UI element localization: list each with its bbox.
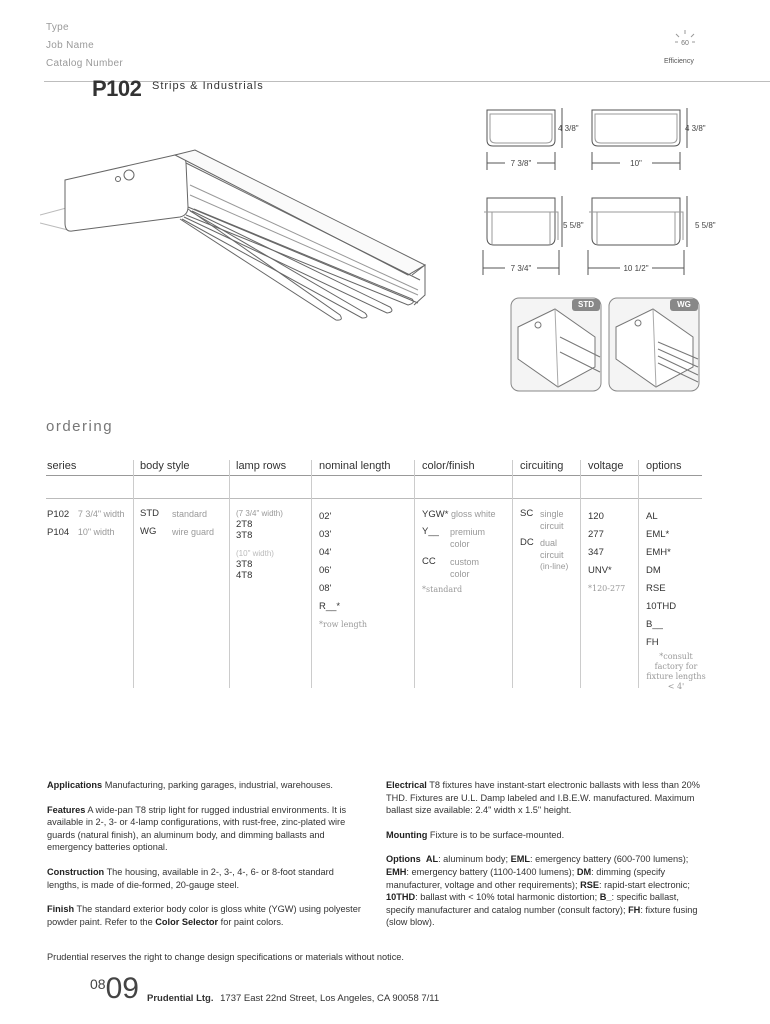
list-item [422,556,480,579]
dim-bottom-left-height: 5 5/8" [563,221,584,230]
dim-bottom-right-width: 10 1/2" [623,264,649,273]
col-options: options [646,460,682,472]
finish-label: Finish [47,904,75,915]
finish-desc: premium color [450,527,486,549]
product-code: P102 [92,76,142,101]
option-code: AL [425,854,439,865]
voltage-item: 277 [588,529,604,540]
col-circuiting: circuiting [520,460,564,472]
applications-text: Manufacturing, parking garages, industrial, warehouses. [104,780,333,790]
electrical-text: T8 fixtures have instant-start electronic ballasts with less than 20% THD. Fixtures are U.L. Damp labeled and I.B.E.W. manufactured. Maximum ballast size available: 2.4" width x 1.5" height. [386,780,700,816]
finish-desc: custom color [450,557,480,579]
company-address: 1737 East 22nd Street, Los Angeles, CA 90058 7/11 [220,993,440,1004]
lamp-note-a: (7 3/4" width) [236,509,283,518]
option-code: B_ [599,892,612,903]
efficiency-sun-icon [672,28,698,54]
option-text: : fixture fusing (slow blow). [386,904,698,928]
wg-badge: WG [670,299,698,311]
list-item [520,537,564,560]
body-desc: standard [172,509,208,519]
finish-text: The standard exterior body color is gloss white (YGW) using polyester powder paint. Refer to the [47,904,361,927]
page-number-small: 08 [90,976,106,992]
lamp-note-b: (10" width) [236,549,274,558]
circuit-desc: single circuit [540,509,564,531]
options-label: Options [386,854,421,865]
efficiency-value: 60 [681,40,689,47]
options-note: *consult factory for fixture lengths < 4' [646,652,706,691]
product-title: Strips & Industrials [152,80,264,92]
series-code: P102 [47,509,70,520]
dimension-diagrams [480,100,720,280]
option-code: RSE [580,879,599,890]
option-text: : rapid-start electronic; [598,879,690,890]
features-label: Features [47,804,86,815]
finish-desc: gloss white [451,509,496,519]
list-item [422,526,486,549]
body-desc: wire guard [172,527,215,537]
std-badge: STD [572,299,600,311]
lamp-item: 4T8 [236,570,253,581]
lamp-item: 3T8 [236,530,253,541]
features-text: A wide-pan T8 strip light for rugged industrial environments. It is available in 2-, 3- or 4-lamp configurations, with rust-free, zinc-plated wire guards (natural finish), an aluminum body, and dimming ballasts and emergency batteries optional. [47,804,347,853]
option-item: EML* [646,529,670,540]
circuit-code: DC [520,537,534,548]
list-item [520,508,564,531]
list-item [140,526,215,538]
circuit-code: SC [520,508,534,519]
col-color-finish: color/finish [422,460,475,472]
option-code: EML [510,854,530,865]
col-voltage: voltage [588,460,624,472]
col-lamp-rows: lamp rows [236,460,287,472]
series-desc: 10" width [77,527,115,537]
option-code: EMH [386,866,407,877]
option-item: DM [646,565,661,576]
ordering-head-rule [46,475,702,476]
body-code: WG [140,526,157,537]
length-item: 06' [319,565,332,576]
series-code: P104 [47,527,70,538]
length-note: *row length [319,620,367,629]
body-code: STD [140,508,159,519]
catalog-number-label: Catalog Number [46,58,124,69]
series-desc: 7 3/4" width [77,509,125,519]
dim-top-right-width: 10" [630,159,642,168]
finish-note: *standard [422,585,463,594]
col-series: series [47,460,77,472]
length-item: 03' [319,529,332,540]
voltage-item: 120 [588,511,604,522]
option-item: EMH* [646,547,671,558]
voltage-item: UNV* [588,565,612,576]
option-item: RSE [646,583,666,594]
option-text: : dimming (specify manufacturer, voltage and other requirements); [386,866,666,890]
list-item [47,526,115,539]
page-number-big: 09 [105,972,139,1005]
applications-label: Applications [47,780,103,790]
circuit-desc: dual circuit [540,538,564,560]
option-code: 10THD [386,892,416,903]
ordering-title: ordering [46,418,114,435]
circuit-desc: (in-line) [540,561,569,571]
type-label: Type [46,22,69,33]
fixture-illustration [40,135,430,335]
length-item: 04' [319,547,332,558]
disclaimer: Prudential reserves the right to change design specifications or materials without notice. [47,952,404,962]
job-name-label: Job Name [46,40,94,51]
dim-bottom-right-height: 5 5/8" [695,221,716,230]
option-item: AL [646,511,658,522]
col-body-style: body style [140,460,190,472]
option-item: 10THD [646,601,677,612]
efficiency-label: Efficiency [664,58,694,65]
electrical-label: Electrical [386,780,427,790]
ordering-body-rule [46,498,702,499]
construction-label: Construction [47,866,105,877]
lamp-item: 3T8 [236,559,253,570]
finish-code: Y__ [422,526,439,537]
mounting-text: Fixture is to be surface-mounted. [429,829,565,840]
option-text: : emergency battery (1100-1400 lumens); [406,866,577,877]
std-detail-image [510,297,602,392]
col-nominal-length: nominal length [319,460,391,472]
list-item [140,508,208,520]
finish-code: YGW* [422,509,449,520]
option-code: DM [576,866,592,877]
option-text: : ballast with < 10% total harmonic distortion; [415,892,600,903]
finish-text-after: for paint colors. [220,916,284,927]
length-item: R__* [319,601,341,612]
option-text: : aluminum body; [438,854,511,865]
list-item [47,508,125,521]
option-code: FH [628,904,641,915]
lamp-item: 2T8 [236,519,253,530]
dim-top-left-height: 4 3/8" [558,124,579,133]
length-item: 08' [319,583,332,594]
wg-detail-image [608,297,700,392]
mounting-label: Mounting [386,829,428,840]
voltage-item: 347 [588,547,604,558]
dim-top-right-height: 4 3/8" [685,124,706,133]
dim-bottom-left-width: 7 3/4" [510,264,532,273]
footer-address-line [147,993,439,1004]
list-item [422,508,496,521]
option-text: : emergency battery (600-700 lumens); [530,854,689,865]
voltage-note: *120-277 [588,584,626,593]
color-selector-link[interactable]: Color Selector [155,916,219,927]
option-item: B__ [646,619,663,630]
company-name: Prudential Ltg. [147,993,214,1004]
option-item: FH [646,637,659,648]
list-item [540,560,568,573]
finish-code: CC [422,556,436,567]
page-number [90,972,139,1006]
length-item: 02' [319,511,332,522]
construction-text: The housing, available in 2-, 3-, 4-, 6- or 8-foot standard lengths, is made of die-formed, 20-gauge steel. [47,866,334,890]
option-text: : specific ballast, specify manufacturer and catalog number (consult factory); [386,892,679,915]
dim-top-left-width: 7 3/8" [510,159,532,168]
